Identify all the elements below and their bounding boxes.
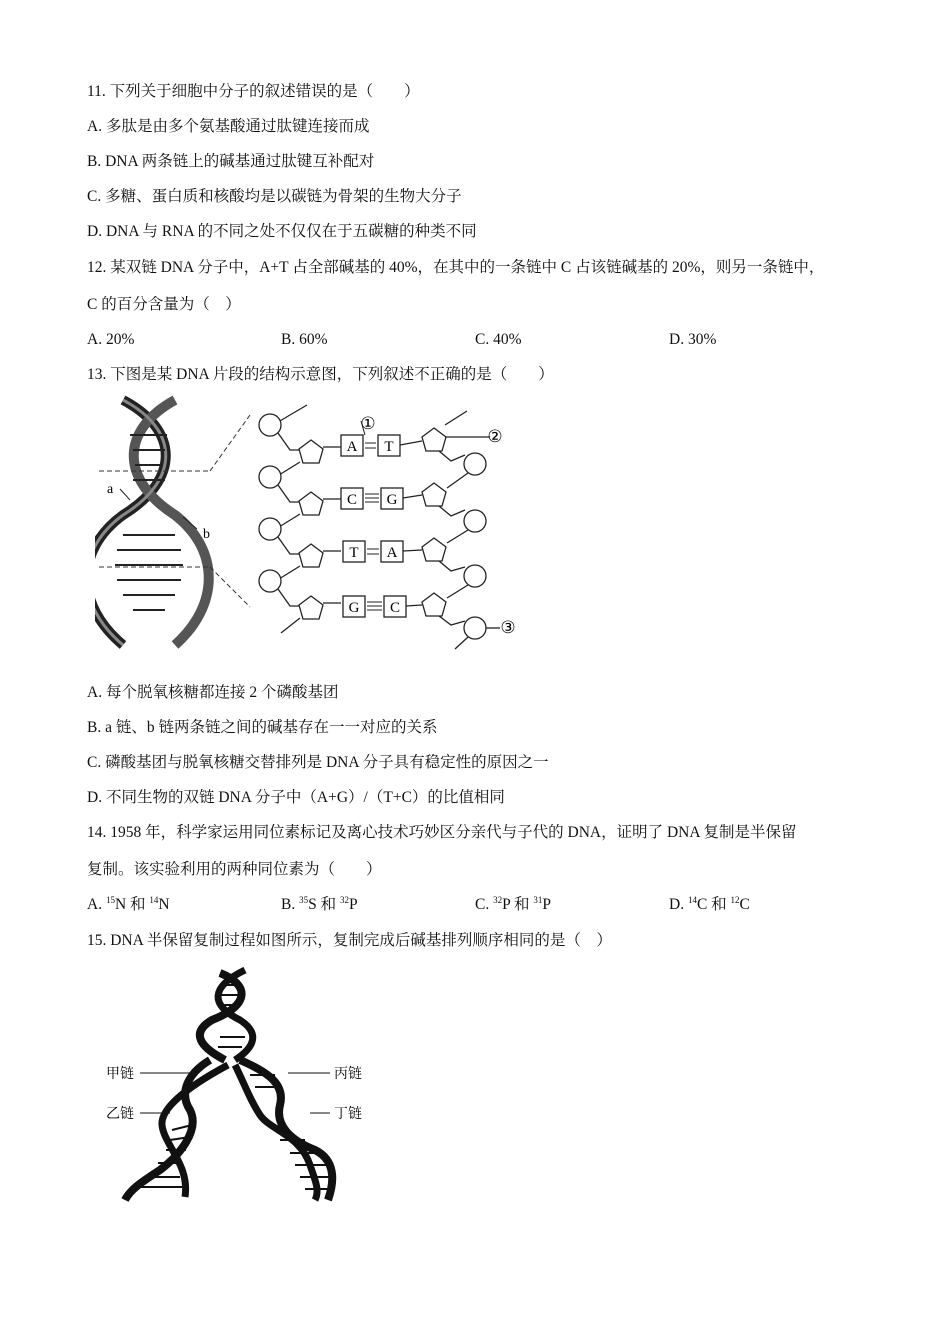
- q14-option-a: A. $^{15}$N 和 $^{14}$N: [87, 895, 170, 913]
- q13-option-c: C. 磷酸基团与脱氧核糖交替排列是 DNA 分子具有稳定性的原因之一: [87, 754, 549, 771]
- q12-option-c: C. 40%: [475, 331, 522, 348]
- strand-yi-label: 乙链: [106, 1107, 134, 1122]
- q12-stem-line1: 12. 某双链 DNA 分子中，A+T 占全部碱基的 40%，在其中的一条链中 C 占该链碱基的 20%，则另一条链中，: [87, 259, 825, 276]
- q15-replication-figure: [100, 965, 390, 1210]
- q13-option-a: A. 每个脱氧核糖都连接 2 个磷酸基团: [87, 684, 339, 701]
- q12-option-d: D. 30%: [669, 331, 717, 348]
- strand-b-label: b: [203, 527, 210, 542]
- q12-stem-line2: C 的百分含量为（ ）: [87, 296, 241, 313]
- left-backbone: [259, 405, 323, 633]
- strand-a-label: a: [107, 482, 114, 497]
- strand-jia-label: 甲链: [106, 1067, 134, 1082]
- q15-stem: 15. DNA 半保留复制过程如图所示，复制完成后碱基排列顺序相同的是（ ）: [87, 932, 612, 949]
- base-4-left: G: [348, 600, 360, 616]
- base-pair-boxes: [323, 435, 422, 617]
- base-2-left: C: [346, 492, 358, 508]
- marker-2: ②: [487, 427, 503, 446]
- q14-option-c: C. $^{32}$P 和 $^{31}$P: [475, 895, 552, 913]
- q14-option-d: D. $^{14}$C 和 $^{12}$C: [669, 895, 750, 913]
- marker-3: ③: [500, 618, 516, 637]
- q12-option-b: B. 60%: [281, 331, 328, 348]
- q11-option-b: B. DNA 两条链上的碱基通过肽键互补配对: [87, 153, 375, 170]
- replication-helix-illustration: [125, 970, 332, 1200]
- base-1-left: A: [346, 439, 358, 455]
- q11-option-d: D. DNA 与 RNA 的不同之处不仅仅在于五碳糖的种类不同: [87, 223, 477, 240]
- hydrogen-bonds: [365, 443, 382, 610]
- q14-option-b: B. $^{35}$S 和 $^{32}$P: [281, 895, 358, 913]
- q11-option-a: A. 多肽是由多个氨基酸通过肽键连接而成: [87, 118, 370, 135]
- q14-stem-line1: 14. 1958 年，科学家运用同位素标记及离心技术巧妙区分亲代与子代的 DNA，证明了 DNA 复制是半保留: [87, 824, 797, 841]
- q11-stem: 11. 下列关于细胞中分子的叙述错误的是（ ）: [87, 83, 420, 100]
- base-1-right: T: [384, 439, 394, 455]
- q13-stem: 13. 下图是某 DNA 片段的结构示意图，下列叙述不正确的是（ ）: [87, 366, 554, 383]
- q13-dna-figure: [95, 395, 535, 655]
- right-backbone: [422, 411, 503, 649]
- strand-ding-label: 丁链: [334, 1107, 362, 1122]
- q12-option-a: A. 20%: [87, 331, 135, 348]
- strand-bing-label: 丙链: [334, 1067, 362, 1082]
- base-3-right: A: [386, 545, 398, 561]
- double-helix-illustration: [95, 400, 250, 645]
- marker-1: ①: [360, 414, 376, 433]
- q14-stem-line2: 复制。该实验利用的两种同位素为（ ）: [87, 861, 382, 878]
- q13-option-b: B. a 链、b 链两条链之间的碱基存在一一对应的关系: [87, 719, 438, 736]
- q13-option-d: D. 不同生物的双链 DNA 分子中（A+G）/（T+C）的比值相同: [87, 789, 505, 806]
- base-4-right: C: [389, 600, 401, 616]
- base-2-right: G: [386, 492, 398, 508]
- base-3-left: T: [349, 545, 359, 561]
- q11-option-c: C. 多糖、蛋白质和核酸均是以碳链为骨架的生物大分子: [87, 188, 462, 205]
